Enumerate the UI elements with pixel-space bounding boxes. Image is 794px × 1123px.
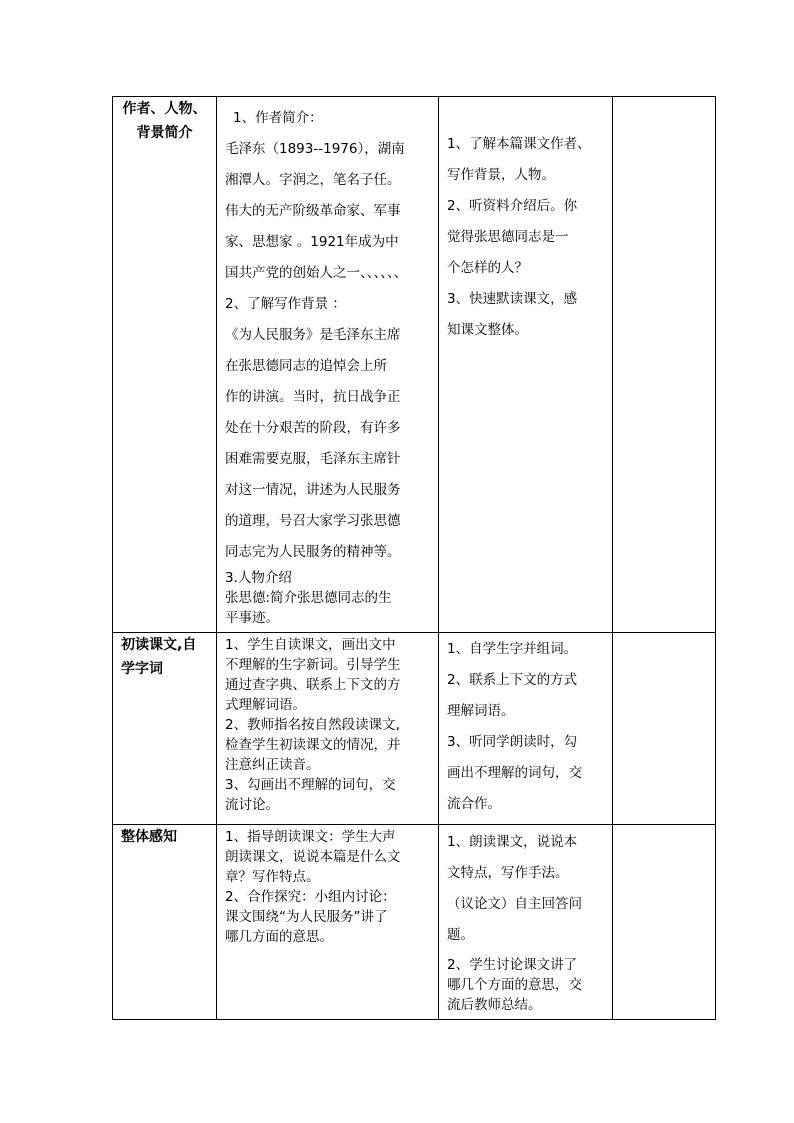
text-line: 1、学生自读课文，画出文中 bbox=[225, 637, 396, 653]
text-line: 家、思想家 。1921年成为中 bbox=[225, 234, 399, 250]
section-label-line: 整体感知 bbox=[121, 829, 177, 845]
section-label bbox=[113, 97, 217, 633]
text-line: 处在十分艰苦的阶段，有许多 bbox=[225, 420, 401, 436]
section-label-line: 作者、人物、 bbox=[122, 101, 207, 117]
text-line: 1、朗读课文，说说本 bbox=[447, 834, 578, 850]
notes-cell bbox=[613, 825, 716, 1020]
text-line: 2、合作探究：小组内讨论： bbox=[225, 889, 396, 905]
teacher-activity-cell bbox=[217, 825, 439, 1020]
text-line: 1、了解本篇课文作者、 bbox=[447, 136, 591, 152]
table-row bbox=[113, 825, 716, 1020]
text-line: 不理解的生字新词。引导学生 bbox=[225, 657, 401, 673]
text-line: 3、快速默读课文，感 bbox=[447, 291, 578, 307]
text-line: 3、听同学朗读时，勾 bbox=[447, 734, 578, 750]
text-line: 作的讲演。当时，抗日战争正 bbox=[225, 389, 401, 405]
text-line: 2、了解写作背景 ： bbox=[225, 296, 346, 312]
text-line: 2、联系上下文的方式 bbox=[447, 672, 578, 688]
text-line: 题。 bbox=[447, 927, 474, 943]
text-line: 式理解词语。 bbox=[225, 697, 306, 713]
text-line: 觉得张思德同志是一 bbox=[447, 229, 569, 245]
section-label-line: 初读课文,自 bbox=[121, 637, 197, 653]
student-activity-cell bbox=[439, 97, 613, 633]
text-line: 流合作。 bbox=[447, 796, 501, 812]
text-line: 1、自学生字并组词。 bbox=[447, 641, 578, 657]
text-line: 哪几个方面的意思，交 bbox=[447, 977, 582, 993]
notes-text bbox=[613, 97, 715, 107]
text-line: 课文围绕“为人民服务”讲了 bbox=[225, 909, 388, 925]
text-line: 流后教师总结。 bbox=[447, 997, 542, 1013]
text-line: 1、指导朗读课文：学生大声 bbox=[225, 829, 396, 845]
text-line: 同志完为人民服务的精神等。 bbox=[225, 544, 401, 560]
text-line: 国共产党的创始人之一、、、、、、 bbox=[225, 265, 408, 281]
notes-cell bbox=[613, 97, 716, 633]
section-label-line: 学字词 bbox=[121, 661, 163, 677]
text-line: 流讨论。 bbox=[225, 797, 279, 813]
text-line: 通过查字典、联系上下文的方 bbox=[225, 677, 401, 693]
text-line: 《为人民服务》是毛泽东主席 bbox=[225, 327, 401, 343]
notes-text bbox=[613, 633, 715, 643]
text-line: 伟大的无产阶级革命家、军事 bbox=[225, 203, 401, 219]
text-line: 3、勾画出不理解的词句，交 bbox=[225, 777, 396, 793]
text-line: 2、学生讨论课文讲了 bbox=[447, 957, 578, 973]
text-line: 毛泽东（1893--1976），湖南 bbox=[225, 141, 405, 157]
text-line: 理解词语。 bbox=[447, 703, 515, 719]
text-line: 1、作者简介： bbox=[233, 110, 323, 126]
text-line: 个怎样的人？ bbox=[447, 260, 528, 276]
text-line: 文特点，写作手法。 bbox=[447, 865, 569, 881]
text-line: 平事迹。 bbox=[225, 610, 279, 626]
text-line: 哪几方面的意思。 bbox=[225, 929, 333, 945]
text-line: 章？写作特点。 bbox=[225, 869, 320, 885]
text-line: 写作背景，人物。 bbox=[447, 167, 555, 183]
text-line: 知课文整体。 bbox=[447, 322, 528, 338]
notes-cell bbox=[613, 633, 716, 825]
teacher-activity-cell bbox=[217, 97, 439, 633]
table-row bbox=[113, 97, 716, 633]
student-activity-cell bbox=[439, 633, 613, 825]
text-line: 困难需要克服，毛泽东主席针 bbox=[225, 451, 401, 467]
text-line: 2、听资料介绍后。你 bbox=[447, 198, 578, 214]
text-line: 3.人物介绍 bbox=[225, 570, 292, 586]
text-line: 张思德:简介张思德同志的生 bbox=[225, 590, 392, 606]
text-line: 的道理，号召大家学习张思德 bbox=[225, 513, 401, 529]
text-line: （议论文）自主回答问 bbox=[447, 896, 582, 912]
section-label bbox=[113, 633, 217, 825]
text-line: 检查学生初读课文的情况，并 bbox=[225, 737, 401, 753]
student-activity-cell bbox=[439, 825, 613, 1020]
text-line: 对这一情况，讲述为人民服务 bbox=[225, 482, 401, 498]
text-line: 注意纠正读音。 bbox=[225, 757, 320, 773]
text-line: 朗读课文，说说本篇是什么文 bbox=[225, 849, 401, 865]
table-row bbox=[113, 633, 716, 825]
text-line: 在张思德同志的追悼会上所 bbox=[225, 358, 387, 374]
text-line: 湘潭人。字润之，笔名子任。 bbox=[225, 172, 401, 188]
lesson-plan-table bbox=[112, 96, 716, 1020]
section-label bbox=[113, 825, 217, 1020]
text-line: 画出不理解的词句，交 bbox=[447, 765, 582, 781]
teacher-activity-cell bbox=[217, 633, 439, 825]
section-label-line: 背景简介 bbox=[136, 125, 193, 141]
text-line: 2、教师指名按自然段读课文, bbox=[225, 717, 400, 733]
notes-text bbox=[613, 825, 715, 835]
